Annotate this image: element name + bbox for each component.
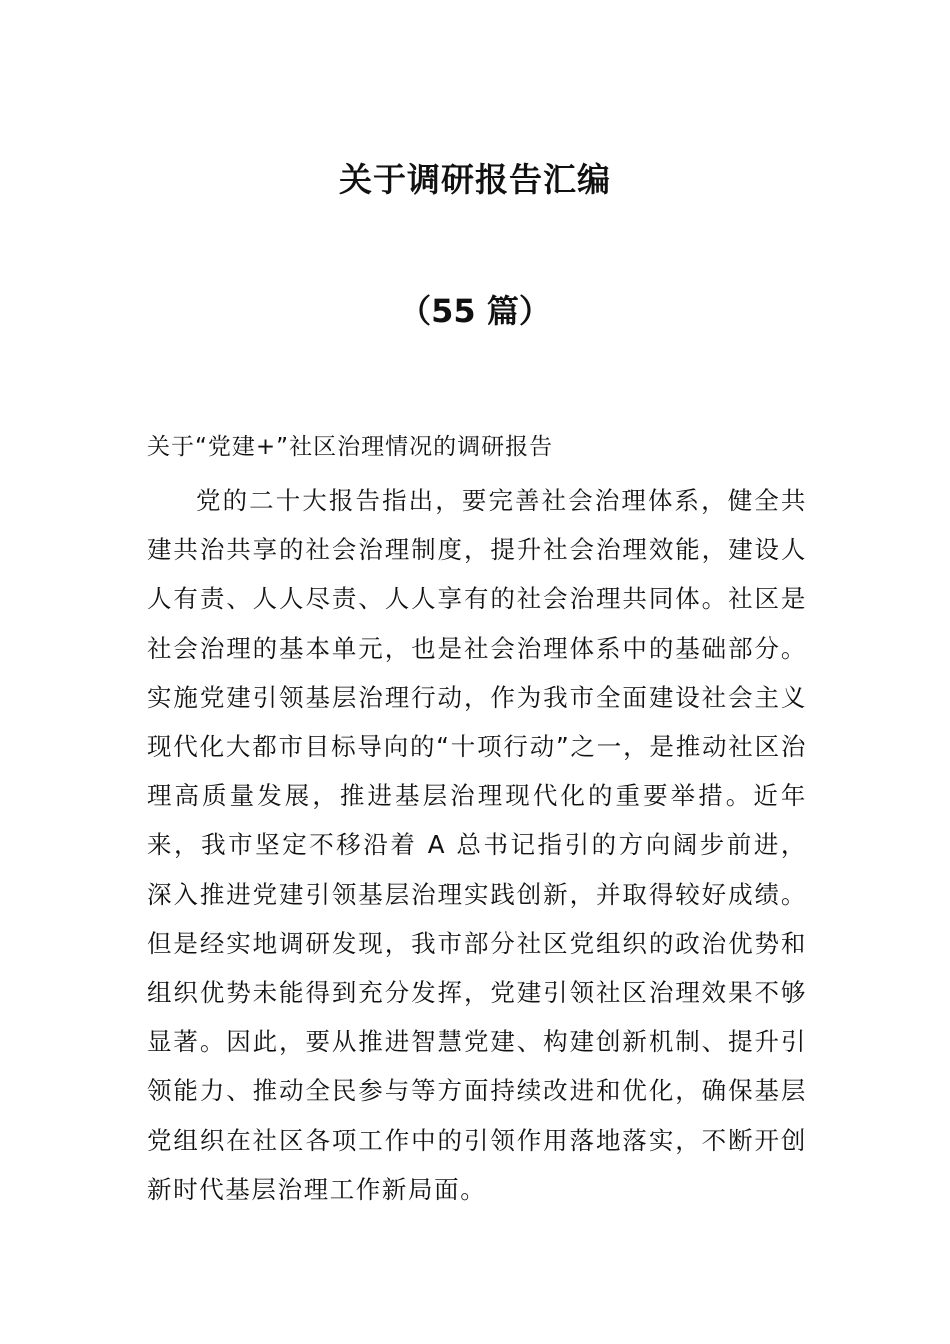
body-paragraph: 党的二十大报告指出，要完善社会治理体系，健全共建共治共享的社会治理制度，提升社会治理效能，建设人人有责、人人尽责、人人享有的社会治理共同体。社区是社会治理的基本单元，也是社会治理体系中的基础部分。实施党建引领基层治理行动，作为我市全面建设社会主义现代化大都市目标导向的“十项行动”之一，是推动社区治理高质量发展，推进基层治理现代化的重要举措。近年来，我市坚定不移沿着 A 总书记指引的方向阔步前进，深入推进党建引领基层治理实践创新，并取得较好成绩。但是经实地调研发现，我市部分社区党组织的政治优势和组织优势未能得到充分发挥，党建引领社区治理效果不够显著。因此，要从推进智慧党建、构建创新机制、提升引领能力、推动全民参与等方面持续改进和优化，确保基层党组织在社区各项工作中的引领作用落地落实，不断开创新时代基层治理工作新局面。 [147,486,807,1204]
section-heading: 关于“党建+”社区治理情况的调研报告 [147,434,554,460]
article-count: （55 篇） [399,292,551,330]
document-title: 关于调研报告汇编 [339,160,611,199]
